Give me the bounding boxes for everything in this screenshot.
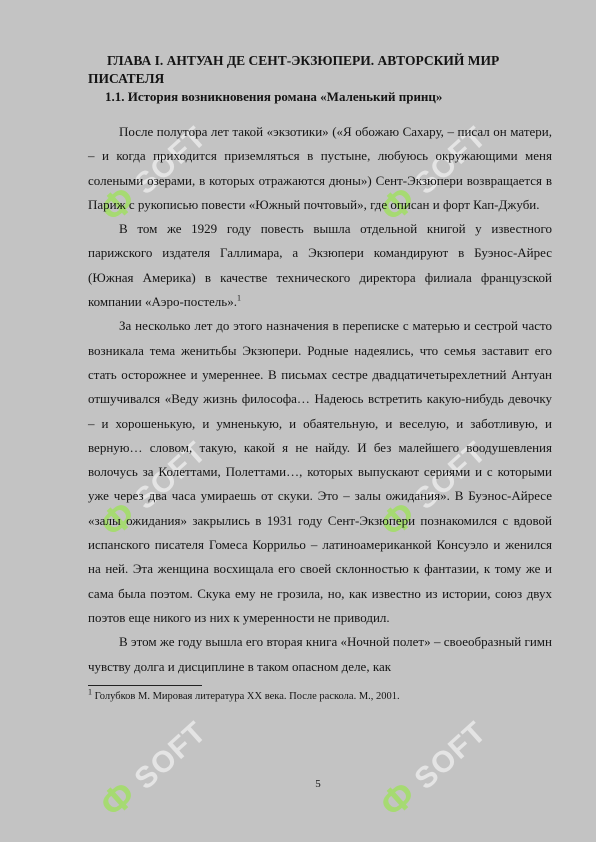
footnote-ref[interactable]: 1 bbox=[236, 293, 241, 303]
watermark: Ф SOFT bbox=[372, 435, 493, 547]
page-number: 5 bbox=[315, 778, 321, 790]
footnote-number: 1 bbox=[88, 687, 92, 697]
chapter-heading: ГЛАВА I. АНТУАН ДЕ СЕНТ-ЭКЗЮПЕРИ. АВТОРСКИЙ МИР ПИСАТЕЛЯ bbox=[88, 53, 500, 86]
watermark: Ф SOFT bbox=[372, 715, 493, 827]
paragraph: В этом же году вышла его вторая книга «Ночной полет» – своеобразный гимн чувству долга и дисциплине в таком опасном деле, как bbox=[88, 634, 552, 674]
page-content bbox=[88, 52, 552, 704]
footnote bbox=[88, 687, 552, 704]
footnote-divider bbox=[88, 685, 202, 686]
paragraph: За несколько лет до этого назначения в переписке с матерью и сестрой часто возникала тема женитьбы Экзюпери. Родные надеялись, что семья заставит его стать осторожнее и умереннее. В письмах сестре двадцатичетырехлетний Антуан отшучивался «Веду жизнь философа… Надеюсь встретить какую-нибудь девочку – и хорошенькую, и умненькую, и обаятельную, и веселую, и заботливую, и верную… словом, такую, какой я не найду. И без малейшего воодушевления волочусь за Колеттами, Полеттами…, которых выпускают сериями и с которыми уже через два часа умираешь от скуки. Это – залы ожидания». В Буэнос-Айресе «залы ожидания» закрылись в 1931 году Сент-Экзюпери познакомился с вдовой испанского писателя Гомеса Коррильо – латиноамериканкой Консуэло и женился на ней. Эта женщина восхищала его своей склонностью к фантазии, к тому же и сама была поэтом. Скука ему не грозила, но, как известно из истории, союз двух поэтов еще никого из них к умеренности не приводил. bbox=[88, 318, 552, 625]
watermark: Ф SOFT bbox=[92, 120, 213, 232]
watermark: Ф SOFT bbox=[372, 120, 493, 232]
watermark: Ф SOFT bbox=[92, 715, 213, 827]
footnote-text: Голубков М. Мировая литература XX века. После раскола. М., 2001. bbox=[94, 690, 400, 702]
paragraph-text: В том же 1929 году повесть вышла отдельной книгой у известного парижского издателя Галлимара, а Экзюпери командируют в Буэнос-Айрес (Южная Америка) в качестве технического директора филиала французской компании «Аэро-постель». bbox=[88, 221, 552, 310]
watermark: Ф SOFT bbox=[92, 435, 213, 547]
paragraph bbox=[88, 217, 552, 314]
paragraph: После полутора лет такой «экзотики» («Я обожаю Сахару, – писал он матери, – и когда приходится приземляться в пустыне, любуюсь окружающими меня солеными озерами, в которых отражаются дюны») Сент-Экзюпери возвращается в Париж с рукописью повести «Южный почтовый», где описан и форт Кап-Джуби. bbox=[88, 124, 552, 212]
section-heading: 1.1. История возникновения романа «Маленький принц» bbox=[105, 89, 443, 104]
